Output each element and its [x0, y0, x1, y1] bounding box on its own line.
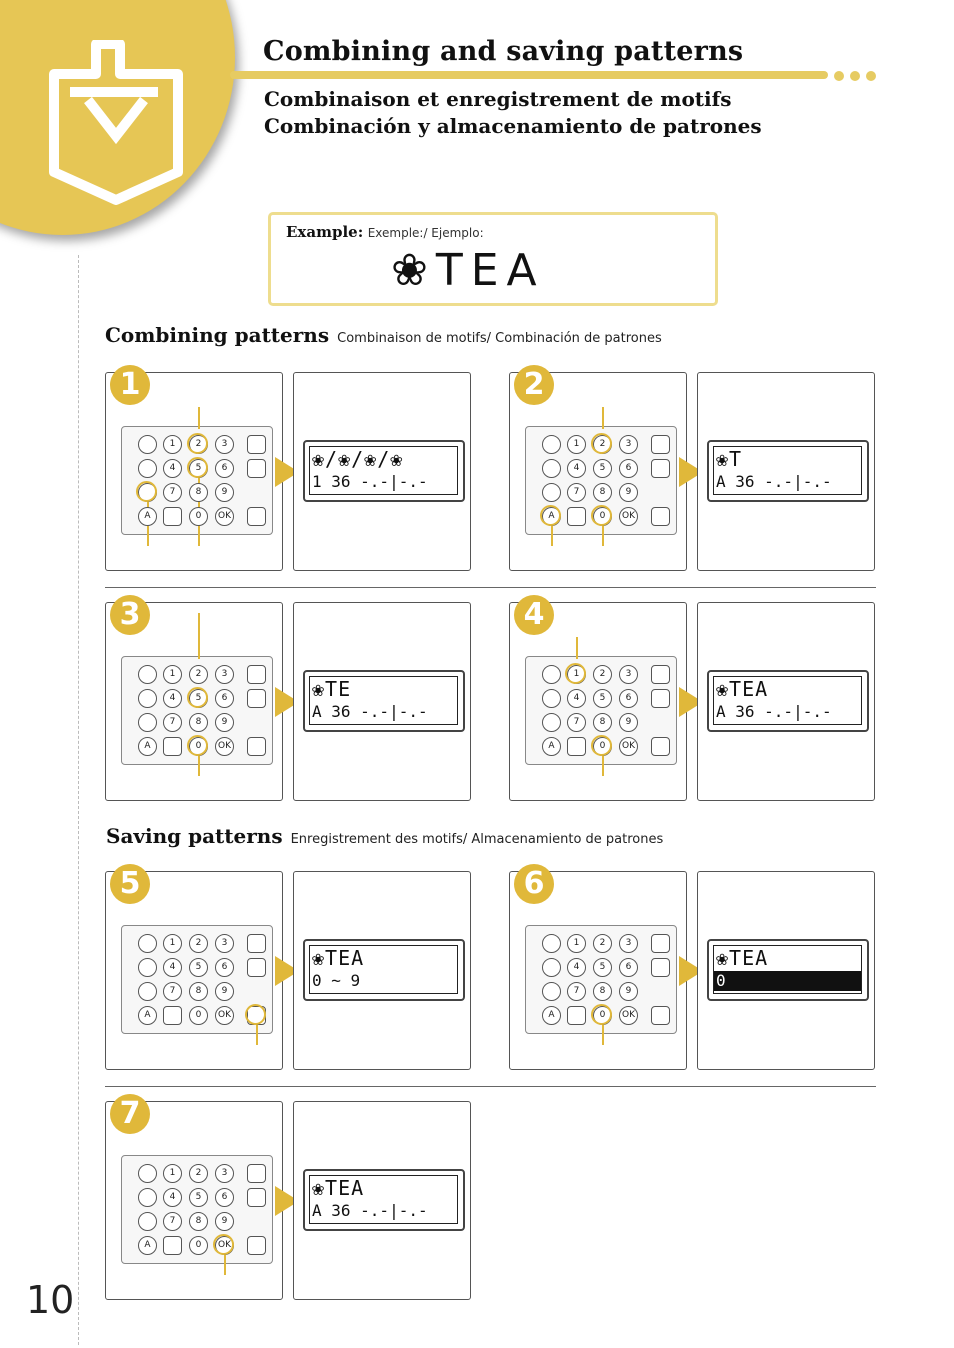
key-7[interactable]: 7	[163, 713, 182, 732]
key-4[interactable]: 4	[163, 689, 182, 708]
key-0[interactable]: 0	[593, 1006, 612, 1025]
stitch-pattern-key[interactable]	[138, 665, 157, 684]
key-a[interactable]: A	[138, 1236, 157, 1255]
key-5[interactable]: 5	[189, 459, 208, 478]
key-5[interactable]: 5	[593, 459, 612, 478]
lcd-screen	[707, 670, 869, 732]
keypad-panel-step-5	[105, 866, 283, 1070]
arrow-key[interactable]	[651, 665, 670, 684]
key-0[interactable]: 0	[593, 737, 612, 756]
highlight-ring	[213, 1234, 234, 1255]
key-o[interactable]: OK	[215, 1236, 234, 1255]
subtitle-fr: Combinaison et enregistrement de motifs	[264, 87, 732, 111]
pattern-key[interactable]	[138, 713, 157, 732]
highlight-ring	[187, 687, 208, 708]
arrow-key[interactable]	[651, 459, 670, 478]
combining-subheading: Combinaison de motifs/ Combinación de patrones	[337, 331, 662, 346]
pattern-key[interactable]	[542, 982, 561, 1001]
key-3[interactable]: 3	[619, 665, 638, 684]
leader-line	[576, 637, 578, 659]
example-pattern-text: ❀TEA	[391, 245, 545, 296]
lcd-status-row: 0	[714, 971, 862, 991]
key-1[interactable]: 1	[567, 435, 586, 454]
key-5[interactable]: 5	[189, 958, 208, 977]
key-5[interactable]: 5	[189, 1188, 208, 1207]
key-o[interactable]: OK	[619, 737, 638, 756]
lcd-status-row: A 36 -.-|-.-	[716, 702, 832, 721]
highlight-ring	[565, 663, 586, 684]
pattern-key[interactable]	[542, 483, 561, 502]
key-o[interactable]: OK	[215, 507, 234, 526]
key-9[interactable]: 9	[619, 483, 638, 502]
pattern-key[interactable]	[138, 459, 157, 478]
key-1[interactable]: 1	[163, 1164, 182, 1183]
highlight-ring	[591, 735, 612, 756]
lcd-screen	[707, 939, 869, 1001]
arrow-key[interactable]	[651, 958, 670, 977]
row-divider	[105, 587, 876, 588]
memory-key[interactable]	[247, 507, 266, 526]
key-7[interactable]: 7	[163, 982, 182, 1001]
leader-line	[602, 1025, 604, 1045]
key-4[interactable]: 4	[567, 689, 586, 708]
key-2[interactable]: 2	[593, 934, 612, 953]
control-keypad	[525, 925, 677, 1034]
control-keypad	[121, 1155, 273, 1264]
combining-heading-line	[105, 323, 662, 347]
arrow-key[interactable]	[247, 435, 266, 454]
key-0[interactable]: 0	[593, 507, 612, 526]
lcd-panel-step-1	[293, 372, 471, 571]
key-8[interactable]: 8	[189, 483, 208, 502]
leader-line	[198, 407, 200, 429]
key-2[interactable]: 2	[593, 435, 612, 454]
key-3[interactable]: 3	[215, 665, 234, 684]
key-3[interactable]: 3	[619, 934, 638, 953]
pattern-key[interactable]	[542, 713, 561, 732]
lcd-display	[309, 1175, 458, 1224]
key-9[interactable]: 9	[619, 713, 638, 732]
lcd-panel-step-6	[697, 871, 875, 1070]
saving-heading: Saving patterns	[106, 824, 283, 848]
key-7[interactable]: 7	[163, 1212, 182, 1231]
leader-line	[224, 1255, 226, 1275]
key-6[interactable]: 6	[215, 689, 234, 708]
leader-line	[198, 756, 200, 776]
combining-heading: Combining patterns	[105, 323, 330, 347]
key-a[interactable]: A	[542, 507, 561, 526]
key-6[interactable]: 6	[215, 459, 234, 478]
leader-line	[551, 526, 553, 546]
highlight-ring	[187, 735, 208, 756]
step-number-badge: 6	[514, 864, 554, 904]
key-6[interactable]: 6	[619, 958, 638, 977]
key-4[interactable]: 4	[567, 459, 586, 478]
lcd-display	[309, 446, 458, 495]
leader-line	[198, 613, 200, 659]
step-number-badge: 4	[514, 595, 554, 635]
control-keypad	[525, 426, 677, 535]
key-8[interactable]: 8	[593, 713, 612, 732]
subtitle-es: Combinación y almacenamiento de patrones	[264, 114, 762, 138]
lcd-display	[309, 676, 458, 725]
stitch-pattern-key[interactable]	[542, 665, 561, 684]
key-9[interactable]: 9	[215, 982, 234, 1001]
memory-key[interactable]	[651, 1006, 670, 1025]
lcd-pattern-row: ❀TEA	[312, 946, 365, 970]
back-key[interactable]	[163, 507, 182, 526]
keypad-panel-step-2	[509, 367, 687, 571]
stitch-pattern-key[interactable]	[138, 934, 157, 953]
key-3[interactable]: 3	[619, 435, 638, 454]
key-1[interactable]: 1	[163, 934, 182, 953]
back-key[interactable]	[163, 1006, 182, 1025]
example-box	[268, 212, 718, 306]
pattern-key[interactable]	[542, 958, 561, 977]
lcd-pattern-row: ❀TEA	[716, 677, 769, 701]
memory-key[interactable]	[651, 737, 670, 756]
step-number-badge: 2	[514, 365, 554, 405]
key-6[interactable]: 6	[215, 1188, 234, 1207]
pattern-key[interactable]	[138, 1188, 157, 1207]
keypad-panel-step-7	[105, 1096, 283, 1300]
title-dot	[850, 71, 860, 81]
key-7[interactable]: 7	[163, 483, 182, 502]
pattern-key[interactable]	[542, 459, 561, 478]
title-dot	[834, 71, 844, 81]
key-7[interactable]: 7	[567, 713, 586, 732]
example-label-line	[286, 223, 484, 241]
key-7[interactable]: 7	[567, 483, 586, 502]
lcd-panel-step-5	[293, 871, 471, 1070]
stitch-pattern-key[interactable]	[138, 435, 157, 454]
step-number-badge: 3	[110, 595, 150, 635]
key-9[interactable]: 9	[215, 1212, 234, 1231]
key-a[interactable]: A	[138, 1006, 157, 1025]
step-number-badge: 7	[110, 1094, 150, 1134]
pattern-key[interactable]	[138, 689, 157, 708]
control-keypad	[121, 925, 273, 1034]
key-4[interactable]: 4	[163, 958, 182, 977]
arrow-key[interactable]	[247, 689, 266, 708]
back-key[interactable]	[163, 737, 182, 756]
key-1[interactable]: 1	[163, 435, 182, 454]
key-8[interactable]: 8	[189, 982, 208, 1001]
lcd-panel-step-2	[697, 372, 875, 571]
leader-line	[602, 756, 604, 776]
key-4[interactable]: 4	[567, 958, 586, 977]
key-9[interactable]: 9	[215, 483, 234, 502]
step-number-badge: 5	[110, 864, 150, 904]
lcd-status-row: 1 36 -.-|-.-	[312, 472, 428, 491]
lcd-status-row: A 36 -.-|-.-	[312, 702, 428, 721]
title-underline	[230, 71, 828, 79]
back-key[interactable]	[567, 507, 586, 526]
key-2[interactable]: 2	[189, 1164, 208, 1183]
lcd-display	[713, 676, 862, 725]
memory-key[interactable]	[651, 507, 670, 526]
key-o[interactable]: OK	[619, 1006, 638, 1025]
key-3[interactable]: 3	[215, 934, 234, 953]
step-number-badge: 1	[110, 365, 150, 405]
arrow-key[interactable]	[247, 958, 266, 977]
key-4[interactable]: 4	[163, 459, 182, 478]
arrow-key[interactable]	[247, 1188, 266, 1207]
memory-key[interactable]	[247, 737, 266, 756]
stitch-pattern-key[interactable]	[138, 1164, 157, 1183]
highlight-ring	[245, 1004, 266, 1025]
highlight-ring	[187, 433, 208, 454]
arrow-key[interactable]	[247, 665, 266, 684]
highlight-ring	[591, 1004, 612, 1025]
key-5[interactable]: 5	[189, 689, 208, 708]
key-8[interactable]: 8	[189, 1212, 208, 1231]
key-6[interactable]: 6	[215, 958, 234, 977]
highlight-ring	[591, 505, 612, 526]
control-keypad	[121, 656, 273, 765]
lcd-screen	[303, 939, 465, 1001]
arrow-key[interactable]	[651, 689, 670, 708]
keypad-panel-step-4	[509, 597, 687, 801]
control-keypad	[121, 426, 273, 535]
key-0[interactable]: 0	[189, 737, 208, 756]
arrow-key[interactable]	[247, 459, 266, 478]
page-number: 10	[26, 1278, 75, 1322]
key-2[interactable]: 2	[189, 934, 208, 953]
arrow-key[interactable]	[247, 934, 266, 953]
key-0[interactable]: 0	[189, 1006, 208, 1025]
key-5[interactable]: 5	[593, 958, 612, 977]
key-3[interactable]: 3	[215, 435, 234, 454]
keypad-panel-step-3	[105, 597, 283, 801]
save-pattern-icon	[48, 40, 183, 205]
key-0[interactable]: 0	[189, 1236, 208, 1255]
row-divider	[105, 1086, 876, 1087]
key-o[interactable]: OK	[619, 507, 638, 526]
lcd-pattern-row: ❀T	[716, 447, 743, 471]
back-key[interactable]	[567, 1006, 586, 1025]
key-7[interactable]: 7	[567, 982, 586, 1001]
pattern-key[interactable]	[138, 958, 157, 977]
lcd-display	[309, 945, 458, 994]
arrow-key[interactable]	[247, 1164, 266, 1183]
pattern-key[interactable]	[542, 689, 561, 708]
lcd-screen	[303, 1169, 465, 1231]
pattern-key[interactable]	[138, 1212, 157, 1231]
key-o[interactable]: OK	[215, 1006, 234, 1025]
memory-key[interactable]	[247, 1236, 266, 1255]
key-8[interactable]: 8	[593, 483, 612, 502]
leader-line	[602, 407, 604, 429]
highlight-ring	[540, 505, 561, 526]
lcd-display	[713, 446, 862, 495]
key-2[interactable]: 2	[593, 665, 612, 684]
key-0[interactable]: 0	[189, 507, 208, 526]
lcd-panel-step-7	[293, 1101, 471, 1300]
saving-subheading: Enregistrement des motifs/ Almacenamiento de patrones	[290, 832, 664, 847]
margin-line	[78, 255, 79, 1345]
key-8[interactable]: 8	[593, 982, 612, 1001]
key-2[interactable]: 2	[189, 435, 208, 454]
lcd-status-row: A 36 -.-|-.-	[716, 472, 832, 491]
arrow-key[interactable]	[651, 934, 670, 953]
key-a[interactable]: A	[138, 737, 157, 756]
back-key[interactable]	[567, 737, 586, 756]
highlight-ring	[591, 433, 612, 454]
key-3[interactable]: 3	[215, 1164, 234, 1183]
lcd-panel-step-3	[293, 602, 471, 801]
stitch-pattern-key[interactable]	[542, 934, 561, 953]
key-a[interactable]: A	[542, 737, 561, 756]
page-title: Combining and saving patterns	[263, 36, 744, 67]
key-o[interactable]: OK	[215, 737, 234, 756]
stitch-pattern-key[interactable]	[542, 435, 561, 454]
key-4[interactable]: 4	[163, 1188, 182, 1207]
key-1[interactable]: 1	[567, 934, 586, 953]
key-5[interactable]: 5	[593, 689, 612, 708]
key-9[interactable]: 9	[215, 713, 234, 732]
lcd-screen	[707, 440, 869, 502]
lcd-screen	[303, 440, 465, 502]
key-6[interactable]: 6	[619, 689, 638, 708]
lcd-pattern-row: ❀TEA	[716, 946, 769, 970]
saving-heading-line	[106, 824, 663, 848]
arrow-key[interactable]	[651, 435, 670, 454]
lcd-pattern-row: ❀/❀/❀/❀	[312, 447, 404, 471]
leader-line	[256, 1025, 258, 1045]
lcd-display	[713, 945, 862, 994]
lcd-status-row: 0 ~ 9	[312, 971, 361, 990]
lcd-panel-step-4	[697, 602, 875, 801]
example-label-translations: Exemple:/ Ejemplo:	[367, 226, 484, 240]
pattern-key[interactable]	[138, 982, 157, 1001]
title-dot	[866, 71, 876, 81]
leader-line	[602, 526, 604, 546]
example-label: Example:	[286, 223, 364, 241]
key-2[interactable]: 2	[189, 665, 208, 684]
highlight-ring	[187, 457, 208, 478]
control-keypad	[525, 656, 677, 765]
lcd-status-row: A 36 -.-|-.-	[312, 1201, 428, 1220]
keypad-panel-step-1	[105, 367, 283, 571]
key-9[interactable]: 9	[619, 982, 638, 1001]
key-6[interactable]: 6	[619, 459, 638, 478]
key-a[interactable]: A	[542, 1006, 561, 1025]
key-1[interactable]: 1	[163, 665, 182, 684]
highlight-ring	[136, 481, 157, 502]
keypad-panel-step-6	[509, 866, 687, 1070]
lcd-screen	[303, 670, 465, 732]
key-8[interactable]: 8	[189, 713, 208, 732]
lcd-pattern-row: ❀TEA	[312, 1176, 365, 1200]
back-key[interactable]	[163, 1236, 182, 1255]
lcd-pattern-row: ❀TE	[312, 677, 352, 701]
key-1[interactable]: 1	[567, 665, 586, 684]
key-a[interactable]: A	[138, 507, 157, 526]
